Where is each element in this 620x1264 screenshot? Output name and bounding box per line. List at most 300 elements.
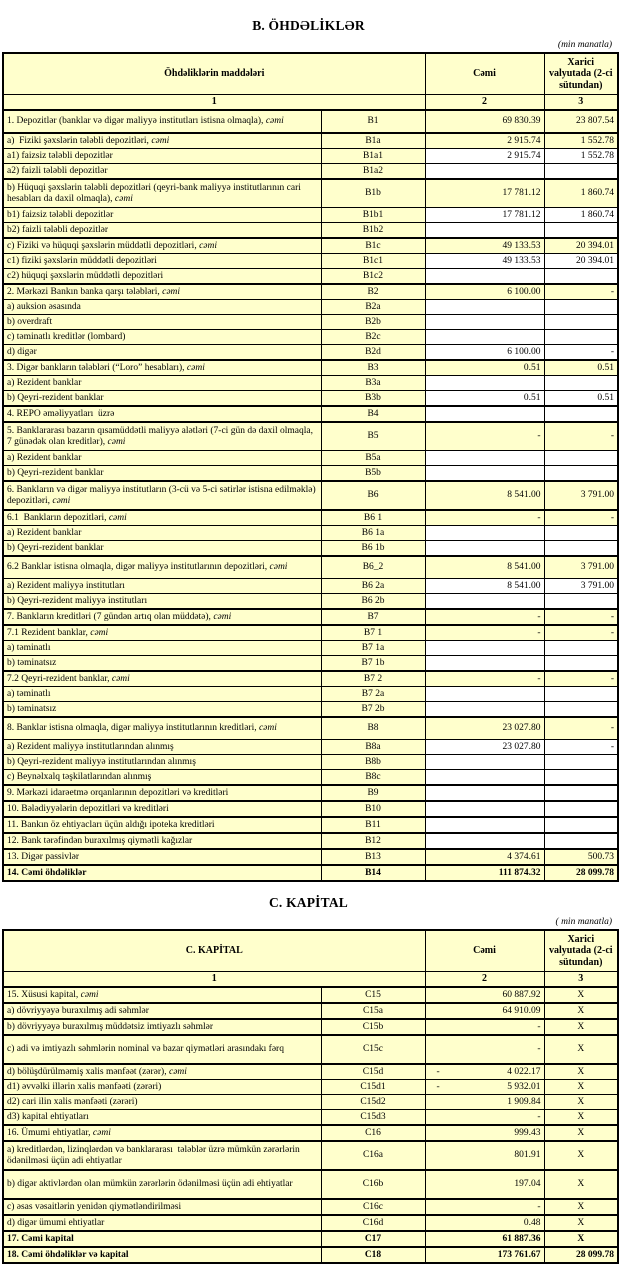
negative-sign: - — [436, 1066, 440, 1077]
row-total-cell — [425, 391, 544, 407]
row-total-cell — [425, 579, 544, 594]
row-total-cell — [425, 740, 544, 755]
row-code-cell: C15d — [321, 1064, 425, 1080]
row-label-italic-suffix: cəmi — [107, 436, 126, 447]
row-foreign-cell — [544, 1247, 618, 1263]
row-label-italic-suffix: cəmi — [186, 362, 205, 373]
row-total-cell — [425, 671, 544, 687]
row-label-cell — [3, 833, 321, 849]
row-code-cell: B8 — [321, 717, 425, 740]
row-total-value: 49 133.53 — [502, 255, 541, 266]
row-total-cell — [425, 345, 544, 361]
row-code-cell: B2d — [321, 345, 425, 361]
row-total-cell — [425, 133, 544, 149]
row-label: b) Qeyri-rezident banklar — [7, 542, 104, 553]
row-foreign-value: - — [610, 512, 614, 523]
table-row — [3, 755, 618, 770]
row-foreign-value: X — [577, 1150, 585, 1161]
row-total-value: 4 022.17 — [507, 1066, 541, 1077]
row-label: a) dövriyyəyə buraxılmış adi səhmlər — [7, 1005, 149, 1016]
row-total-cell — [425, 817, 544, 833]
row-label: b1) faizsiz tələbli depozitlər — [7, 209, 114, 220]
row-label: 4. REPO əməliyyatları üzrə — [7, 408, 115, 419]
row-code-cell: C15d1 — [321, 1080, 425, 1095]
row-total-cell — [425, 865, 544, 881]
row-total-cell — [425, 315, 544, 330]
row-label: d3) kapital ehtiyatları — [7, 1111, 89, 1122]
row-code-cell: B6 1b — [321, 541, 425, 557]
table-row — [3, 376, 618, 391]
row-foreign-value: 20 394.01 — [576, 255, 614, 266]
row-foreign-cell — [544, 391, 618, 407]
row-label-cell — [3, 254, 321, 269]
table-row — [3, 687, 618, 702]
row-label-italic-suffix: cəmi — [265, 116, 284, 127]
row-label-italic-suffix: cəmi — [199, 240, 218, 251]
row-foreign-cell — [544, 1064, 618, 1080]
row-label-cell — [3, 687, 321, 702]
row-total-cell — [425, 801, 544, 817]
row-code-cell: B7 2b — [321, 702, 425, 718]
foreign-column-header: Xarici valyutada (2-ci sütundan) — [544, 53, 618, 95]
row-label-cell — [3, 740, 321, 755]
col-num-3: 3 — [544, 972, 618, 988]
table-row — [3, 510, 618, 526]
row-foreign-cell — [544, 1231, 618, 1247]
row-foreign-value: 0.51 — [597, 362, 614, 373]
row-total-cell — [425, 833, 544, 849]
section-b-title: B. ÖHDƏLİKLƏR — [252, 18, 365, 33]
table-row — [3, 1064, 618, 1080]
row-label-cell — [3, 406, 321, 422]
row-code-cell: B8b — [321, 755, 425, 770]
row-foreign-cell — [544, 865, 618, 881]
row-label: a) təminatlı — [7, 688, 51, 699]
table-row — [3, 656, 618, 672]
row-label: 18. Cəmi öhdəliklər və kapital — [7, 1249, 129, 1260]
row-label-cell — [3, 164, 321, 180]
row-total-cell — [425, 1215, 544, 1231]
row-foreign-value: 0.51 — [597, 392, 614, 403]
row-code-cell: C16c — [321, 1199, 425, 1215]
row-label-italic-suffix: cəmi — [151, 135, 170, 146]
row-label: a2) faizli tələbli depozitlər — [7, 165, 108, 176]
row-total-cell — [425, 785, 544, 801]
row-code-cell: B1b — [321, 179, 425, 208]
row-total-cell — [425, 1199, 544, 1215]
row-total-cell — [425, 1064, 544, 1080]
row-code-cell: C15b — [321, 1019, 425, 1035]
row-foreign-cell — [544, 1125, 618, 1141]
row-total-cell — [425, 526, 544, 541]
row-label: c2) hüquqi şəxslərin müddətli depozitləri — [7, 270, 164, 281]
row-total-cell — [425, 702, 544, 718]
row-foreign-cell — [544, 164, 618, 180]
row-foreign-cell — [544, 740, 618, 755]
row-label: 15. Xüsusi kapital, — [7, 989, 81, 1000]
row-label-cell — [3, 609, 321, 625]
table-row — [3, 133, 618, 149]
row-label-cell — [3, 481, 321, 510]
row-foreign-value: - — [610, 611, 614, 622]
table-row — [3, 1247, 618, 1263]
row-total-value: 5 932.01 — [507, 1081, 541, 1092]
row-total-cell — [425, 556, 544, 579]
row-total-cell — [425, 284, 544, 300]
row-code-cell: B5 — [321, 422, 425, 451]
row-foreign-cell — [544, 785, 618, 801]
row-label-cell — [3, 755, 321, 770]
table-row — [3, 330, 618, 345]
row-code-cell: B7 2 — [321, 671, 425, 687]
row-foreign-value: X — [577, 1217, 585, 1228]
table-row — [3, 717, 618, 740]
row-code-cell: B2b — [321, 315, 425, 330]
row-foreign-value: X — [577, 1005, 585, 1016]
row-label-cell — [3, 451, 321, 466]
row-total-cell — [425, 755, 544, 770]
foreign-column-header: Xarici valyutada (2-ci sütundan) — [544, 930, 618, 972]
row-total-cell — [425, 1110, 544, 1126]
row-total-cell — [425, 149, 544, 164]
row-label-cell — [3, 1080, 321, 1095]
row-code-cell: B8c — [321, 770, 425, 786]
row-label-cell — [3, 284, 321, 300]
table-row — [3, 284, 618, 300]
row-foreign-cell — [544, 149, 618, 164]
table-row — [3, 556, 618, 579]
row-code-cell: C17 — [321, 1231, 425, 1247]
liabilities-table — [2, 52, 619, 882]
row-total-cell — [425, 1125, 544, 1141]
row-total-value: - — [537, 1021, 541, 1032]
row-label: a) Rezident maliyyə institutları — [7, 580, 125, 591]
row-label: d2) cari ilin xalis mənfəəti (zərəri) — [7, 1096, 138, 1107]
row-code-cell: B2 — [321, 284, 425, 300]
row-foreign-value: X — [577, 1201, 585, 1212]
row-total-cell — [425, 609, 544, 625]
row-label: c) təminatlı kreditlər (lombard) — [7, 331, 126, 342]
row-label: 7.2 Qeyri-rezident banklar, — [7, 673, 112, 684]
row-code-cell: C15c — [321, 1035, 425, 1064]
row-label-cell — [3, 391, 321, 407]
row-label: b) təminatsız — [7, 657, 57, 668]
row-label-cell — [3, 849, 321, 865]
row-total-cell — [425, 238, 544, 254]
units-note-c: ( min manatla) — [555, 917, 612, 927]
row-code-cell: C16b — [321, 1170, 425, 1199]
row-label: b) digər aktivlərdən olan mümkün zərərlərin ödənilməsi üçün adi ehtiyatlar — [7, 1179, 293, 1190]
row-label-cell — [3, 110, 321, 133]
row-label-italic-suffix: cəmi — [80, 989, 99, 1000]
table-row — [3, 817, 618, 833]
row-total-value: - — [537, 512, 541, 523]
table-row — [3, 833, 618, 849]
row-label-cell — [3, 422, 321, 451]
row-code-cell: B3 — [321, 360, 425, 376]
row-total-value: 49 133.53 — [502, 240, 541, 251]
row-foreign-cell — [544, 1110, 618, 1126]
row-total-value: 60 887.92 — [502, 989, 541, 1000]
row-code-cell: B3a — [321, 376, 425, 391]
table-row — [3, 422, 618, 451]
table-row — [3, 1141, 618, 1170]
row-label: 6. Bankların və digər maliyyə institutların (3-cü və 5-ci sətirlər istisna edilməklə) depozitləri, — [7, 484, 319, 506]
row-foreign-value: X — [577, 1044, 585, 1055]
row-total-cell — [425, 376, 544, 391]
row-label: c) Beynəlxalq təşkilatlarından alınmış — [7, 771, 152, 782]
row-total-value: 801.91 — [514, 1150, 541, 1161]
row-label-italic-suffix: cəmi — [162, 286, 181, 297]
row-total-value: 2 915.74 — [507, 135, 541, 146]
row-total-cell — [425, 594, 544, 610]
row-label-cell — [3, 987, 321, 1003]
row-total-cell — [425, 987, 544, 1003]
row-foreign-cell — [544, 223, 618, 239]
row-total-value: 8 541.00 — [507, 562, 541, 573]
row-foreign-cell — [544, 315, 618, 330]
row-foreign-cell — [544, 1199, 618, 1215]
row-foreign-value: - — [610, 627, 614, 638]
row-foreign-cell — [544, 1080, 618, 1095]
items-column-header: Öhdəliklərin maddələri — [3, 53, 425, 95]
units-note-b: (min manatla) — [557, 40, 612, 50]
table-row — [3, 466, 618, 482]
row-label: 2. Mərkəzi Bankın banka qarşı tələbləri, — [7, 286, 163, 297]
row-foreign-cell — [544, 1019, 618, 1035]
row-code-cell: B6 2b — [321, 594, 425, 610]
row-label-cell — [3, 1231, 321, 1247]
row-label-cell — [3, 208, 321, 223]
row-total-cell — [425, 223, 544, 239]
row-code-cell: B7 1a — [321, 641, 425, 656]
row-foreign-value: 3 791.00 — [580, 562, 614, 573]
row-label: 3. Digər bankların tələbləri (“Loro” hesabları), — [7, 362, 187, 373]
row-label: b) Hüquqi şəxslərin tələbli depozitləri (qeyri-bank maliyyə institutlarının cari hesabları da daxil olmaqla), — [7, 182, 304, 204]
row-label-cell — [3, 1095, 321, 1110]
row-foreign-cell — [544, 1003, 618, 1019]
row-total-cell — [425, 330, 544, 345]
row-total-cell — [425, 1170, 544, 1199]
table-row — [3, 526, 618, 541]
table-row — [3, 987, 618, 1003]
row-foreign-cell — [544, 133, 618, 149]
row-total-value: 999.43 — [514, 1127, 541, 1138]
row-label-cell — [3, 641, 321, 656]
row-label: a1) faizsiz tələbli depozitlər — [7, 150, 113, 161]
row-label-cell — [3, 717, 321, 740]
row-label-cell — [3, 300, 321, 315]
row-foreign-cell — [544, 345, 618, 361]
row-label-cell — [3, 345, 321, 361]
row-label: c1) fiziki şəxslərin müddətli depozitləri — [7, 255, 157, 266]
row-foreign-cell — [544, 641, 618, 656]
row-label-cell — [3, 785, 321, 801]
row-code-cell: B7 1 — [321, 625, 425, 641]
row-label-italic-suffix: cəmi — [213, 611, 232, 622]
row-foreign-cell — [544, 833, 618, 849]
row-label-italic-suffix: cəmi — [92, 1127, 111, 1138]
row-total-cell — [425, 510, 544, 526]
row-foreign-value: 3 791.00 — [580, 580, 614, 591]
row-foreign-cell — [544, 238, 618, 254]
table-row — [3, 865, 618, 881]
row-total-value: 173 761.67 — [497, 1249, 541, 1260]
row-total-value: 1 909.84 — [507, 1096, 541, 1107]
row-label-cell — [3, 238, 321, 254]
row-total-cell — [425, 406, 544, 422]
table-row — [3, 451, 618, 466]
row-label-cell — [3, 1125, 321, 1141]
row-total-cell — [425, 164, 544, 180]
row-foreign-cell — [544, 376, 618, 391]
table-row — [3, 1110, 618, 1126]
row-code-cell: C15 — [321, 987, 425, 1003]
row-total-cell — [425, 269, 544, 285]
row-foreign-value: X — [577, 1179, 585, 1190]
table-row — [3, 110, 618, 133]
row-foreign-cell — [544, 451, 618, 466]
row-code-cell: C16 — [321, 1125, 425, 1141]
row-label: b) Qeyri-rezident banklar — [7, 392, 104, 403]
row-label-cell — [3, 865, 321, 881]
row-total-cell — [425, 481, 544, 510]
row-foreign-cell — [544, 284, 618, 300]
row-foreign-cell — [544, 687, 618, 702]
row-foreign-value: X — [577, 1111, 585, 1122]
table-row — [3, 1199, 618, 1215]
row-total-value: 0.51 — [523, 392, 541, 403]
row-label-cell — [3, 526, 321, 541]
table-row — [3, 594, 618, 610]
items-column-header: C. KAPİTAL — [3, 930, 425, 972]
row-label-cell — [3, 671, 321, 687]
row-label-cell — [3, 149, 321, 164]
row-code-cell: B12 — [321, 833, 425, 849]
row-total-value: 6 100.00 — [507, 346, 541, 357]
row-total-cell — [425, 360, 544, 376]
row-total-cell — [425, 1019, 544, 1035]
row-total-cell — [425, 1231, 544, 1247]
row-total-value: 6 100.00 — [507, 286, 541, 297]
row-total-value: 17 781.12 — [502, 188, 541, 199]
table-row — [3, 406, 618, 422]
table-row — [3, 641, 618, 656]
row-code-cell: B5b — [321, 466, 425, 482]
row-foreign-cell — [544, 510, 618, 526]
total-column-header: Cəmi — [425, 53, 544, 95]
row-label: 8. Banklar istisna olmaqla, digər maliyyə institutlarının kreditləri, — [7, 723, 259, 734]
row-foreign-value: 1 552.78 — [580, 150, 614, 161]
row-total-value: 23 027.80 — [502, 741, 541, 752]
table-row — [3, 238, 618, 254]
table-row — [3, 740, 618, 755]
table-row — [3, 671, 618, 687]
row-code-cell: C16d — [321, 1215, 425, 1231]
row-foreign-cell — [544, 594, 618, 610]
row-label-italic-suffix: cəmi — [168, 1066, 187, 1077]
row-foreign-cell — [544, 770, 618, 786]
row-label: a) Rezident banklar — [7, 377, 82, 388]
row-code-cell: B1a1 — [321, 149, 425, 164]
row-foreign-cell — [544, 1141, 618, 1170]
table-row — [3, 1215, 618, 1231]
row-code-cell: B7 2a — [321, 687, 425, 702]
row-total-cell — [425, 656, 544, 672]
col-num-2: 2 — [425, 95, 544, 111]
row-code-cell: C15d3 — [321, 1110, 425, 1126]
row-total-value: - — [537, 1111, 541, 1122]
row-total-cell — [425, 1080, 544, 1095]
table-row — [3, 1125, 618, 1141]
row-foreign-value: 28 099.78 — [576, 1249, 615, 1260]
row-total-cell — [425, 1141, 544, 1170]
row-foreign-value: 500.73 — [587, 851, 614, 862]
col-num-1: 1 — [3, 972, 425, 988]
row-label-cell — [3, 541, 321, 557]
liabilities-header-row — [3, 53, 618, 95]
row-label-cell — [3, 1141, 321, 1170]
row-label: a) auksion əsasında — [7, 301, 81, 312]
row-label-cell — [3, 594, 321, 610]
row-total-value: 17 781.12 — [502, 209, 541, 220]
row-foreign-cell — [544, 671, 618, 687]
row-foreign-cell — [544, 526, 618, 541]
row-foreign-value: X — [577, 1127, 585, 1138]
row-foreign-cell — [544, 1215, 618, 1231]
table-row — [3, 770, 618, 786]
row-foreign-cell — [544, 360, 618, 376]
row-label-cell — [3, 1064, 321, 1080]
row-code-cell: B6 1 — [321, 510, 425, 526]
row-foreign-value: - — [610, 286, 614, 297]
row-foreign-cell — [544, 556, 618, 579]
row-code-cell: B1a2 — [321, 164, 425, 180]
table-row — [3, 269, 618, 285]
table-row — [3, 300, 618, 315]
row-label: 9. Mərkəzi idarəetmə orqanlarının depozitləri və kreditləri — [7, 787, 229, 798]
table-row — [3, 481, 618, 510]
row-label: 7.1 Rezident banklar, — [7, 627, 91, 638]
table-row — [3, 1003, 618, 1019]
table-row — [3, 702, 618, 718]
row-total-value: 23 027.80 — [502, 723, 541, 734]
row-foreign-cell — [544, 755, 618, 770]
row-label-cell — [3, 1019, 321, 1035]
row-foreign-value: - — [610, 346, 614, 357]
row-foreign-cell — [544, 541, 618, 557]
total-column-header: Cəmi — [425, 930, 544, 972]
row-label: b) overdraft — [7, 316, 53, 327]
row-foreign-value: X — [577, 989, 585, 1000]
row-code-cell: B3b — [321, 391, 425, 407]
row-foreign-value: X — [577, 1021, 585, 1032]
row-label-cell — [3, 1247, 321, 1263]
row-total-value: 111 874.32 — [498, 867, 541, 878]
row-label: a) kreditlərdən, lizinqlərdən və banklararası tələblər üzrə mümkün zərərlərin ödənilməsi üçün adi ehtiyatlar — [7, 1144, 303, 1166]
row-label: b) təminatsız — [7, 703, 57, 714]
row-foreign-cell — [544, 625, 618, 641]
row-label-cell — [3, 466, 321, 482]
row-code-cell: B2c — [321, 330, 425, 345]
row-total-value: 64 910.09 — [502, 1005, 541, 1016]
row-code-cell: B14 — [321, 865, 425, 881]
row-total-cell — [425, 466, 544, 482]
row-foreign-value: - — [610, 673, 614, 684]
row-total-cell — [425, 179, 544, 208]
row-label: a) Rezident banklar — [7, 452, 82, 463]
column-number-row — [3, 95, 618, 111]
